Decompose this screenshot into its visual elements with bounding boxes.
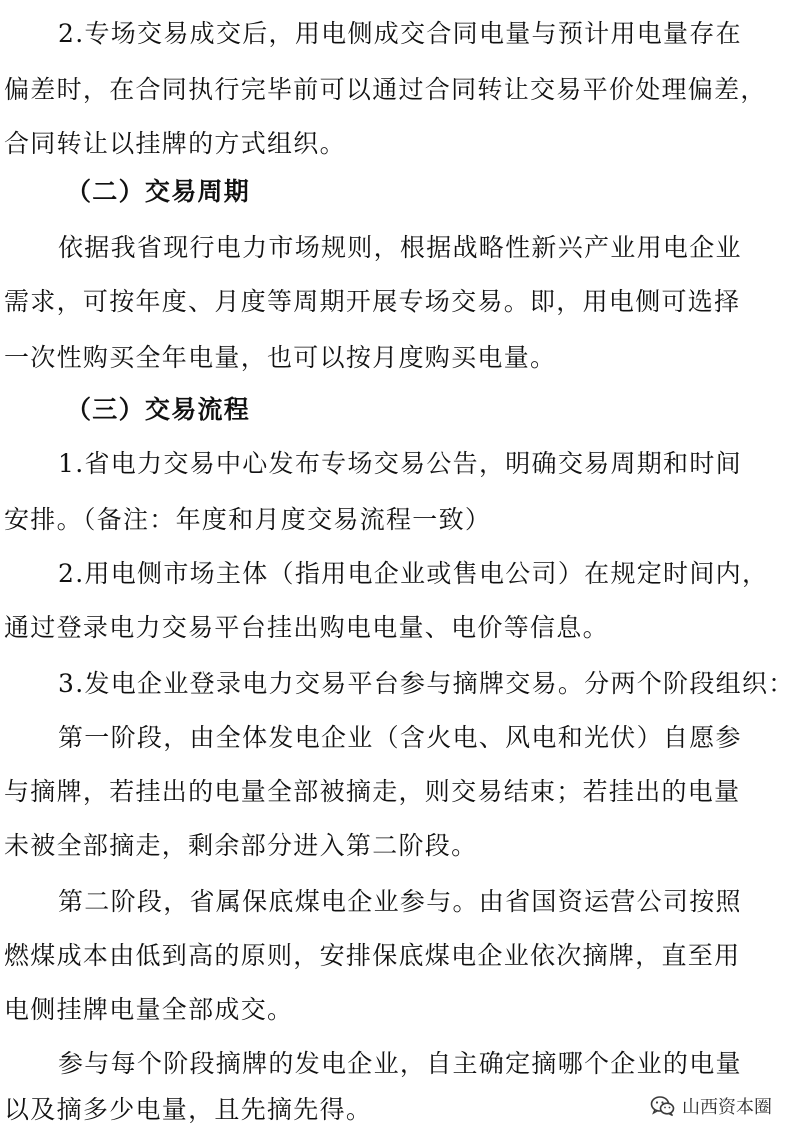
paragraph-line: 与摘牌，若挂出的电量全部被摘走，则交易结束；若挂出的电量 — [4, 777, 741, 806]
paragraph-line: 电侧挂牌电量全部成交。 — [4, 995, 294, 1024]
paragraph-line: 需求，可按年度、月度等周期开展专场交易。即，用电侧可选择 — [4, 287, 741, 316]
paragraph-line: 1.省电力交易中心发布专场交易公告，明确交易周期和时间 — [58, 449, 742, 478]
paragraph-line: 未被全部摘走，剩余部分进入第二阶段。 — [4, 831, 478, 860]
section-heading: （二）交易周期 — [66, 177, 251, 206]
paragraph-line: 偏差时，在合同执行完毕前可以通过合同转让交易平价处理偏差， — [4, 75, 767, 104]
watermark-label: 山西资本圈 — [682, 1097, 772, 1118]
wechat-icon — [650, 1093, 676, 1119]
paragraph-line: 3.发电企业登录电力交易平台参与摘牌交易。分两个阶段组织： — [58, 669, 795, 698]
paragraph-line: 合同转让以挂牌的方式组织。 — [4, 129, 346, 158]
section-heading: （三）交易流程 — [66, 395, 251, 424]
paragraph-line: 通过登录电力交易平台挂出购电电量、电价等信息。 — [4, 613, 609, 642]
paragraph-line: 第一阶段，由全体发电企业（含火电、风电和光伏）自愿参 — [58, 723, 742, 752]
paragraph-line: 燃煤成本由低到高的原则，安排保底煤电企业依次摘牌，直至用 — [4, 941, 741, 970]
paragraph-line: 一次性购买全年电量，也可以按月度购买电量。 — [4, 343, 557, 372]
paragraph-line: 2.用电侧市场主体（指用电企业或售电公司）在规定时间内， — [58, 559, 769, 588]
watermark — [650, 1093, 772, 1119]
paragraph-line: 2.专场交易成交后，用电侧成交合同电量与预计用电量存在 — [58, 19, 742, 48]
paragraph-line: 依据我省现行电力市场规则，根据战略性新兴产业用电企业 — [58, 233, 742, 262]
paragraph-line: 第二阶段，省属保底煤电企业参与。由省国资运营公司按照 — [58, 887, 742, 916]
paragraph-line: 参与每个阶段摘牌的发电企业，自主确定摘哪个企业的电量 — [58, 1049, 742, 1078]
paragraph-line: 安排。（备注：年度和月度交易流程一致） — [4, 505, 492, 534]
paragraph-line: 以及摘多少电量，且先摘先得。 — [4, 1095, 373, 1124]
